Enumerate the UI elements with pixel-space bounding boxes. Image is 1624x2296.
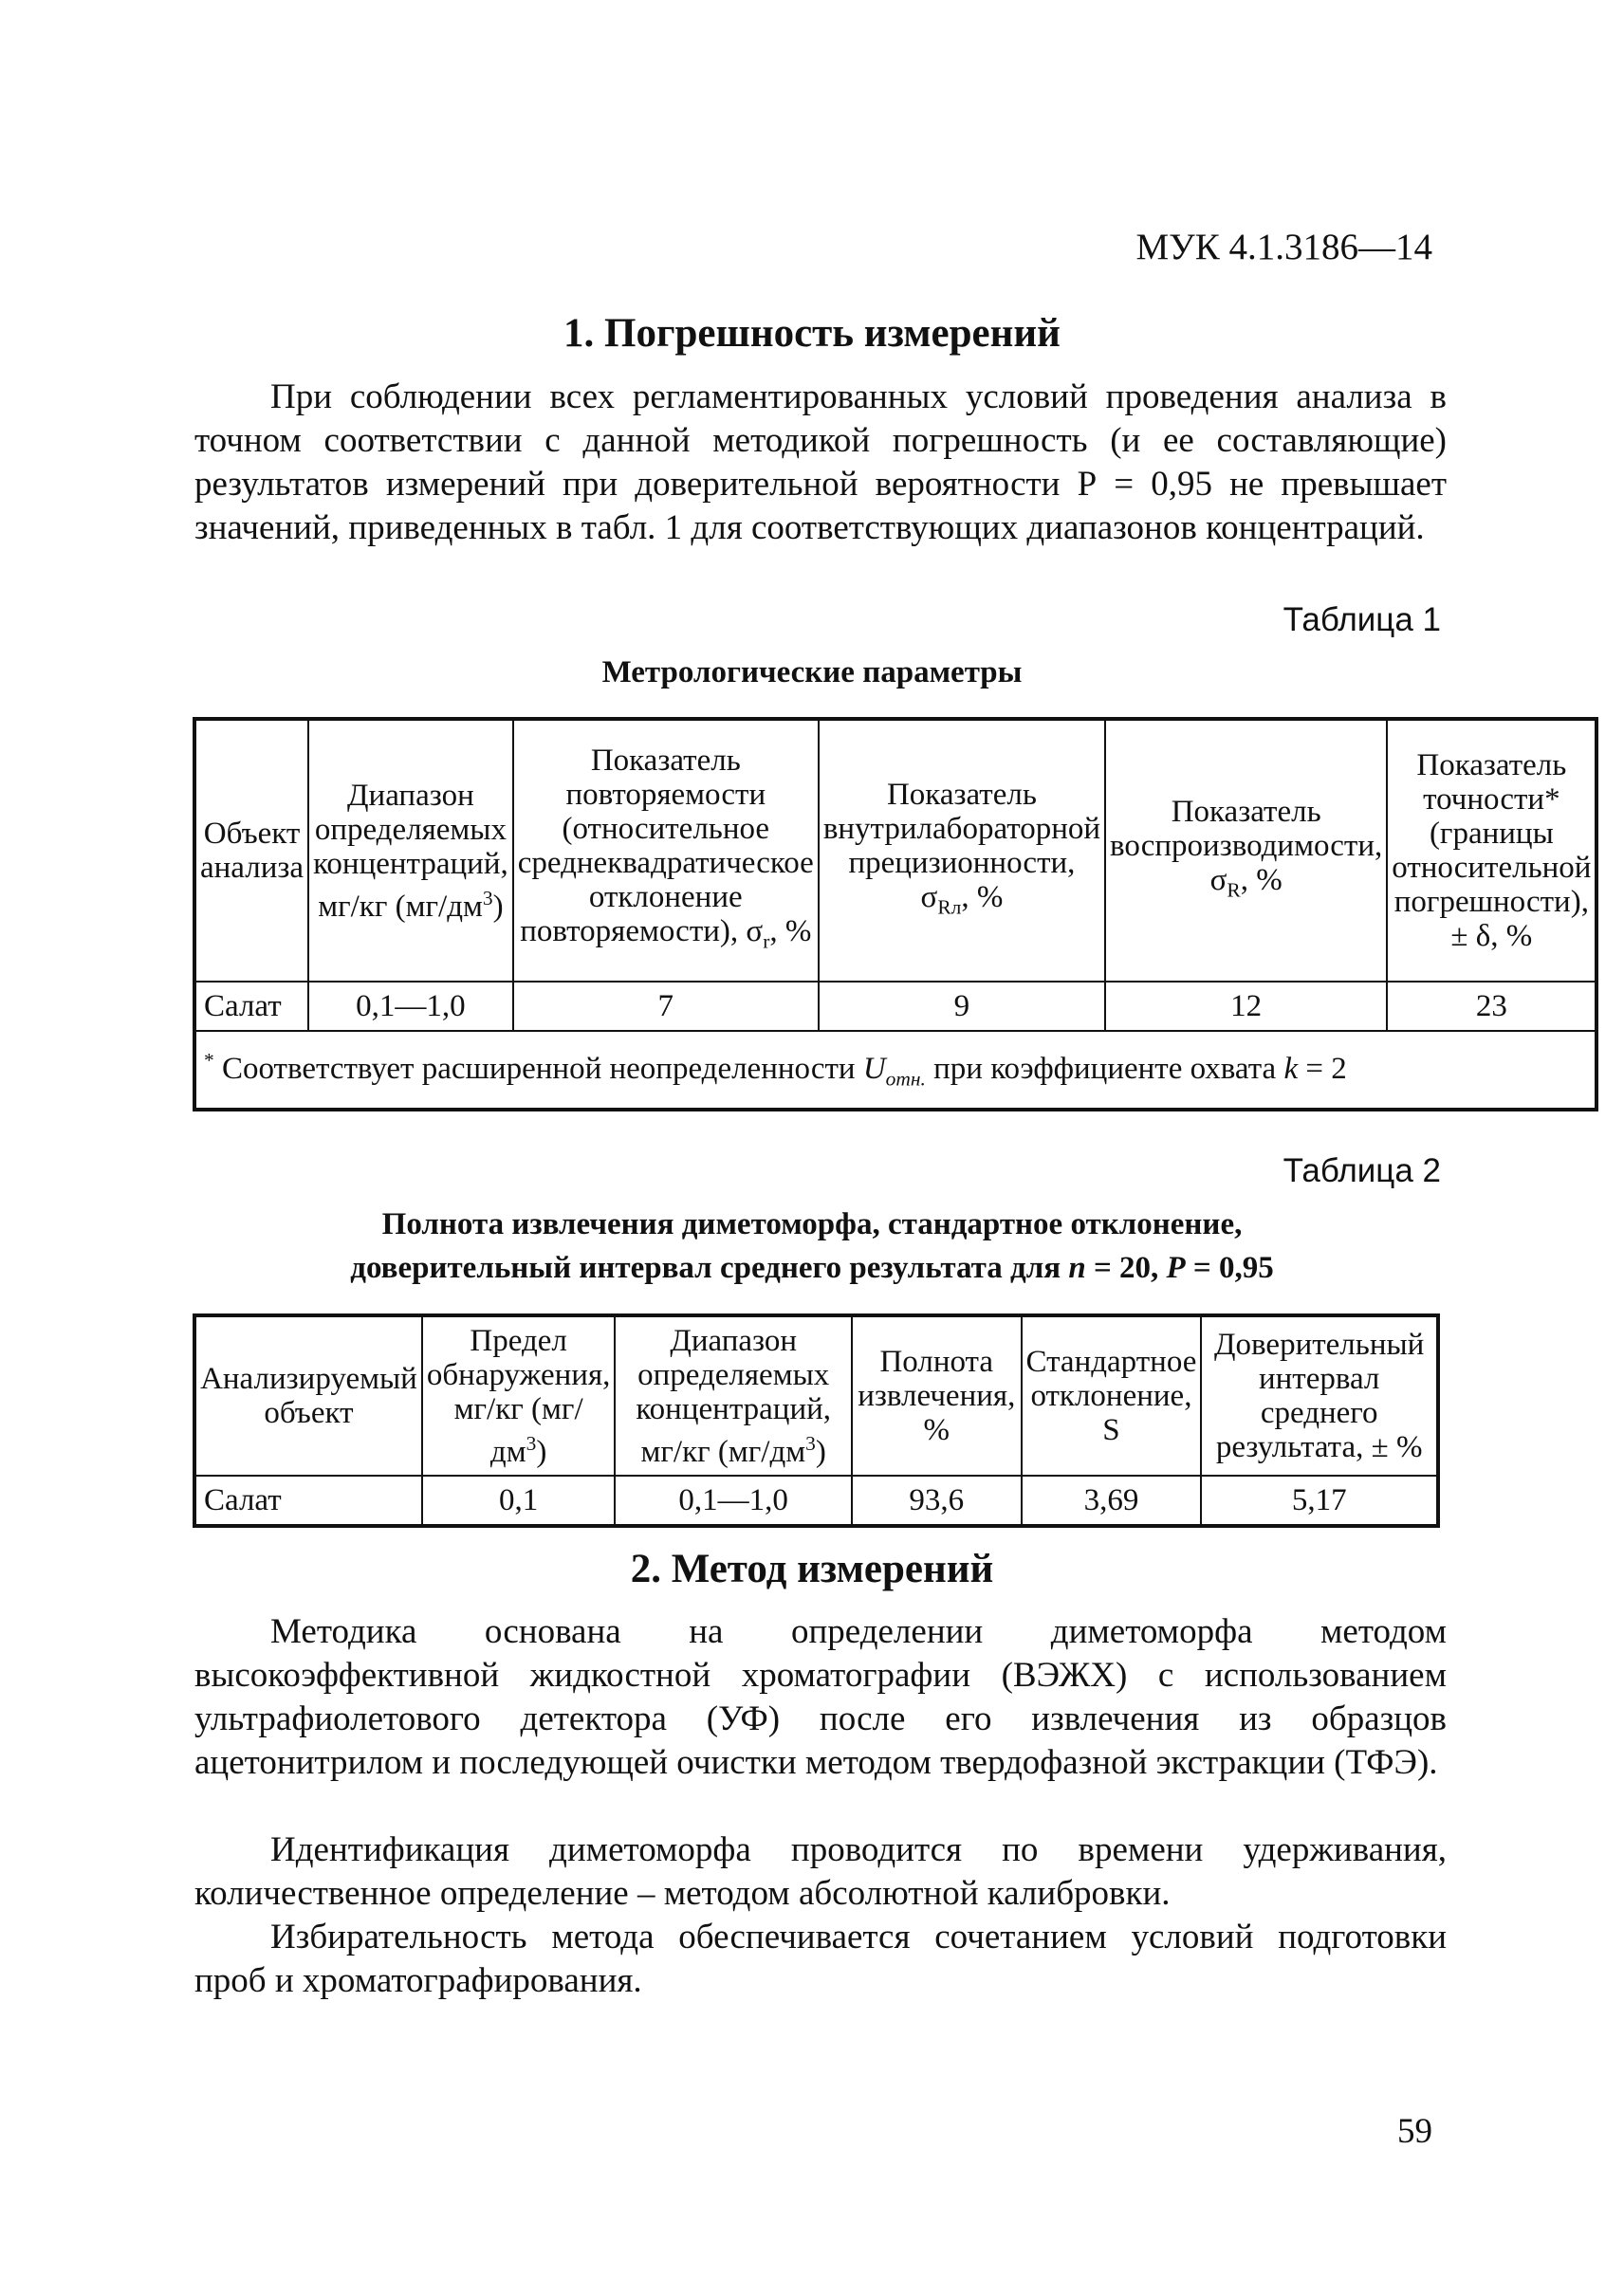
header-confidence-interval: Доверительный интервал среднего результата, ± % — [1201, 1315, 1438, 1476]
header-object: Объект анализа — [194, 719, 308, 982]
section-2-paragraph-2: Идентификация диметоморфа проводится по времени удерживания, количественное определение – методом абсолютной калибровки. — [194, 1830, 1447, 1913]
cell-recovery: 93,6 — [852, 1476, 1022, 1526]
cell-repeatability: 7 — [513, 982, 819, 1031]
cell-confidence-interval: 5,17 — [1201, 1476, 1438, 1526]
recovery-table — [193, 1313, 1440, 1528]
table-header-row — [194, 719, 1596, 982]
table-2-title: Полнота извлечения диметоморфа, стандартное отклонение, доверительный интервал среднего результата для n = 20, Р = 0,95 — [350, 1207, 1274, 1285]
header-range: Диапазон определяемых концентраций, мг/кг $(мг/дм^3)$ — [615, 1315, 852, 1476]
cell-std-deviation: 3,69 — [1022, 1476, 1202, 1526]
cell-detection-limit: 0,1 — [422, 1476, 615, 1526]
header-repeatability: Показатель повторяемости (относительное среднеквадратическое отклонение повторяемости), $\sigma_r$, % — [513, 719, 819, 982]
cell-intralab-precision: 9 — [819, 982, 1105, 1031]
cell-object: Салат — [194, 982, 308, 1031]
section-2-title: 2. Метод измерений — [630, 1547, 994, 1591]
table-2-label: Таблица 2 — [1283, 1152, 1441, 1189]
header-std-deviation: Стандартное отклонение, S — [1022, 1315, 1202, 1476]
document-code: МУК 4.1.3186—14 — [1135, 227, 1432, 267]
header-object: Анализируемый объект — [194, 1315, 422, 1476]
header-intralab-precision: Показатель внутрилабораторной прецизионности, $\sigma_{Rл}$, % — [819, 719, 1105, 982]
section-2-paragraph-3: Избирательность метода обеспечивается сочетанием условий подготовки проб и хроматографирования. — [194, 1918, 1447, 2000]
table-footnote: * Соответствует расширенной неопределенности $U_{отн.}$ при коэффициенте охвата k = 2 — [194, 1031, 1596, 1110]
page-number: 59 — [1397, 2112, 1432, 2151]
section-1-paragraph: При соблюдении всех регламентированных условий проведения анализа в точном соответствии с данной методикой погрешность (и ее составляющие) результатов измерений при доверительной вероятности Р = 0,95 не превышает значений, приведенных в табл. 1 для соответствующих диапазонов концентраций. — [194, 377, 1447, 547]
header-recovery: Полнота извлечения, % — [852, 1315, 1022, 1476]
table-footnote-row — [194, 1031, 1596, 1110]
cell-range: 0,1—1,0 — [308, 982, 513, 1031]
cell-reproducibility: 12 — [1105, 982, 1387, 1031]
section-2-paragraph-1: Методика основана на определении диметоморфа методом высокоэффективной жидкостной хроматографии (ВЭЖХ) с использованием ультрафиолетового детектора (УФ) после его извлечения из образцов ацетонитрилом и последующей очистки методом твердофазной экстракции (ТФЭ). — [194, 1612, 1447, 1782]
table-1-title: Метрологические параметры — [601, 655, 1023, 689]
metrology-table — [193, 717, 1598, 1111]
cell-range: 0,1—1,0 — [615, 1476, 852, 1526]
header-detection-limit: Предел обнаружения, мг/кг $(мг/дм^3)$ — [422, 1315, 615, 1476]
table-row — [194, 982, 1596, 1031]
table-1-label: Таблица 1 — [1283, 601, 1441, 638]
section-1-title: 1. Погрешность измерений — [563, 311, 1061, 356]
cell-accuracy: 23 — [1387, 982, 1596, 1031]
header-accuracy: Показатель точности* (границы относительной погрешности), ± δ, % — [1387, 719, 1596, 982]
header-range: Диапазон определяемых концентраций, мг/кг $(мг/дм^3)$ — [308, 719, 513, 982]
header-reproducibility: Показатель воспроизводимости, $\sigma_R$, % — [1105, 719, 1387, 982]
cell-object: Салат — [194, 1476, 422, 1526]
table-row — [194, 1476, 1438, 1526]
table-header-row — [194, 1315, 1438, 1476]
